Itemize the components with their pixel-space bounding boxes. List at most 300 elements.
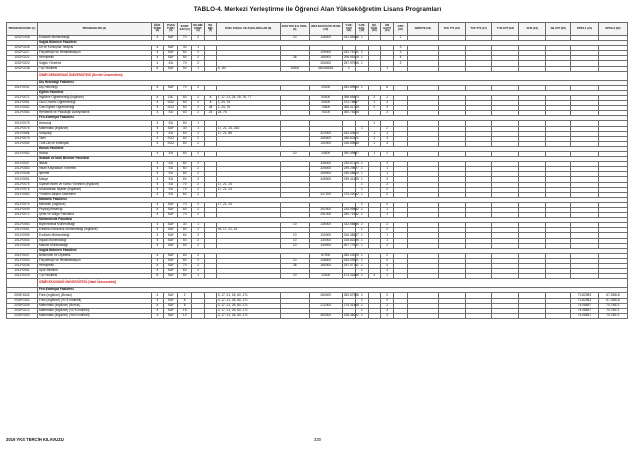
table-cell: 4 bbox=[151, 308, 163, 313]
table-cell: EA bbox=[164, 111, 178, 116]
program-name: Mimarlık (İngilizce) bbox=[37, 202, 151, 207]
table-cell bbox=[394, 313, 407, 318]
table-cell: 17, 21, 24 bbox=[216, 182, 280, 187]
table-cell: 74.08557 bbox=[571, 308, 599, 313]
program-name: Elektrik-Elektronik Mühendisliği (İngilizce) bbox=[37, 228, 151, 233]
table-cell: 1 bbox=[356, 269, 368, 274]
table-cell: 316.62255 bbox=[343, 237, 359, 242]
program-name: Fizyoterapi ve Rehabilitasyon bbox=[37, 258, 151, 263]
table-cell bbox=[492, 313, 519, 318]
table-cell: SAY bbox=[164, 126, 178, 131]
table-cell: 1 bbox=[356, 208, 368, 213]
table-cell: 4 bbox=[151, 253, 163, 258]
table-cell: 3 bbox=[380, 313, 393, 318]
table-cell: 253.43670 bbox=[343, 130, 359, 135]
table-cell: SAY bbox=[164, 274, 178, 279]
program-code: 1011*0072 bbox=[7, 213, 38, 218]
program-code: 1032*0227 bbox=[7, 51, 38, 56]
table-cell: 2 bbox=[191, 243, 204, 248]
column-header: 2018 YKS ILK YERL. (9) bbox=[280, 23, 309, 36]
table-cell: 17, 21, 24, 24D bbox=[216, 126, 280, 131]
table-cell: 363000 bbox=[309, 313, 342, 318]
table-cell: 1 bbox=[356, 162, 368, 167]
table-cell: 80 bbox=[178, 172, 191, 177]
table-cell: 70 bbox=[178, 85, 191, 90]
table-cell: 2 bbox=[191, 151, 204, 156]
table-cell: 2 bbox=[380, 126, 393, 131]
table-cell: EA bbox=[164, 121, 178, 126]
table-cell: 3 bbox=[380, 308, 393, 313]
table-cell: 60 bbox=[178, 233, 191, 238]
table-cell: 4 bbox=[151, 298, 163, 303]
program-name: Diş Hekimliği bbox=[37, 85, 151, 90]
program-code: 1011*0048 bbox=[7, 172, 38, 177]
table-cell: SAY bbox=[164, 269, 178, 274]
table-cell: 10500 bbox=[280, 66, 309, 71]
table-cell: 4 bbox=[151, 167, 163, 172]
table-cell: 70 bbox=[178, 264, 191, 269]
program-code: 1011*0049 bbox=[7, 208, 38, 213]
table-cell: 1 bbox=[356, 51, 368, 56]
program-name: Uluslararası İlişkiler (İngilizce) bbox=[37, 187, 151, 192]
program-name: Arkeoloji bbox=[37, 121, 151, 126]
faculty-name: Eğitim Fakültesi bbox=[37, 90, 627, 95]
table-cell: 10 bbox=[280, 243, 309, 248]
table-cell: 3 bbox=[394, 61, 407, 66]
program-code: 1011*0062 bbox=[7, 151, 38, 156]
program-name: İngilizce Öğretmenliği (İngilizce) bbox=[37, 95, 151, 100]
table-cell: 2 bbox=[380, 293, 393, 298]
table-cell: 4 bbox=[151, 101, 163, 106]
program-name: Fizik (İngilizce) (%75 İndirimli) bbox=[37, 298, 151, 303]
table-cell: 4 bbox=[151, 258, 163, 263]
table-cell: 70 bbox=[178, 187, 191, 192]
table-cell: SAY bbox=[164, 66, 178, 71]
faculty-name: Sağlık Bilimleri Fakültesi bbox=[37, 41, 627, 46]
table-cell: SAY bbox=[164, 313, 178, 318]
table-row bbox=[7, 313, 628, 318]
program-code: 2035*1532 bbox=[7, 293, 38, 298]
table-cell: 2 bbox=[380, 151, 393, 156]
table-cell: 87900 bbox=[309, 253, 342, 258]
program-name: İşletme bbox=[37, 172, 151, 177]
table-cell: 6 bbox=[151, 66, 163, 71]
table-cell: 24, 76 bbox=[216, 111, 280, 116]
faculty-name: Fen-Edebiyat Fakültesi bbox=[37, 116, 627, 121]
table-cell: 4 bbox=[151, 131, 163, 136]
table-cell: 60 bbox=[178, 111, 191, 116]
table-cell: 4 bbox=[151, 264, 163, 269]
faculty-name: Sağlık Bilimleri Fakültesi bbox=[37, 248, 627, 253]
table-cell bbox=[191, 313, 204, 318]
program-name: Beslenme ve Diyetetik bbox=[37, 253, 151, 258]
program-code: 1032*0222 bbox=[7, 61, 38, 66]
table-cell: 4 bbox=[151, 233, 163, 238]
table-cell: 2 bbox=[380, 258, 393, 263]
table-cell: 1 bbox=[356, 313, 368, 318]
program-code: 1011*0051 bbox=[7, 101, 38, 106]
table-cell: 1 bbox=[356, 56, 368, 61]
column-header: OK. BİR. (7) bbox=[205, 23, 216, 36]
table-cell: 4 bbox=[151, 126, 163, 131]
table-cell: 1 bbox=[356, 187, 368, 192]
program-code: 1011*0074 bbox=[7, 202, 38, 207]
table-cell: 1 bbox=[191, 274, 204, 279]
table-cell: EA bbox=[164, 192, 178, 197]
program-code: 1011*0051 bbox=[7, 177, 38, 182]
table-cell: SAY bbox=[164, 303, 178, 308]
table-body bbox=[7, 36, 628, 319]
table-cell: 10 bbox=[280, 274, 309, 279]
table-cell: 4 bbox=[151, 228, 163, 233]
table-cell: 4 bbox=[151, 36, 163, 41]
column-header: DİL ÖĞR. (13) bbox=[368, 23, 380, 36]
table-cell: 1 bbox=[380, 167, 393, 172]
page-title: TABLO-4. Merkezi Yerleştirme ile Öğrenci Alan Yükseköğretim Lisans Programları bbox=[193, 6, 442, 13]
table-cell: 4 bbox=[151, 208, 163, 213]
table-cell: 60 bbox=[178, 238, 191, 243]
table-cell: 1 bbox=[356, 253, 368, 258]
table-cell: 396.65573 bbox=[343, 95, 359, 100]
table-cell: 2 bbox=[191, 192, 204, 197]
table-cell: 2 bbox=[380, 95, 393, 100]
table-cell: 70.75571 bbox=[598, 308, 627, 313]
table-cell: 1 bbox=[191, 46, 204, 51]
column-header: KPSS-2 (22) bbox=[598, 23, 627, 36]
table-cell: 60 bbox=[178, 106, 191, 111]
table-cell: 8 bbox=[178, 298, 191, 303]
table-cell: 60 bbox=[178, 151, 191, 156]
table-cell bbox=[7, 279, 38, 288]
table-cell: 250.71952 bbox=[343, 212, 359, 217]
table-cell: 313.98885 bbox=[343, 222, 359, 227]
table-cell: 390.49857 bbox=[343, 151, 359, 156]
table-cell: 4 bbox=[151, 141, 163, 146]
program-name: Hukuk bbox=[37, 151, 151, 156]
program-name: Okul Öncesi Öğretmenliği bbox=[37, 101, 151, 106]
program-name: Matematik (İngilizce) (%50 İndirimli) bbox=[37, 313, 151, 318]
table-cell: 6 bbox=[178, 303, 191, 308]
table-cell: SAY bbox=[164, 36, 178, 41]
table-cell: 1 bbox=[380, 172, 393, 177]
program-code: 1011*0054 bbox=[7, 141, 38, 146]
program-name: İnşaat Mühendisliği bbox=[37, 238, 151, 243]
table-cell: 4 bbox=[151, 172, 163, 177]
table-cell: 354.22075 bbox=[343, 252, 359, 257]
table-cell: 4 bbox=[151, 56, 163, 61]
table-cell: 374.76687 bbox=[343, 100, 359, 105]
table-cell: 4 bbox=[151, 269, 163, 274]
table-cell: 228.36092 bbox=[343, 312, 359, 317]
column-header: ÖZEL KOŞUL VE AÇIKLAMALAR (8) bbox=[216, 23, 280, 36]
program-name: Endüstri Mühendisliği bbox=[37, 233, 151, 238]
table-cell: 60 bbox=[178, 136, 191, 141]
table-cell: 4 bbox=[151, 46, 163, 51]
table-cell: 2 bbox=[380, 253, 393, 258]
table-cell: 10 bbox=[280, 238, 309, 243]
table-cell: 245.08824 bbox=[343, 171, 359, 176]
table-cell: 60 bbox=[178, 208, 191, 213]
table-cell: 4 bbox=[151, 187, 163, 192]
table-cell: 3, 17, 21, 26, 60, 171 bbox=[216, 313, 280, 318]
table-cell: DİL bbox=[164, 95, 178, 100]
table-cell: 2 bbox=[191, 177, 204, 182]
table-cell: 307.77921 bbox=[343, 242, 359, 247]
page-number: 330 bbox=[314, 437, 321, 442]
table-cell: 2 bbox=[191, 167, 204, 172]
table-cell: 302000 bbox=[309, 208, 342, 213]
program-name: Tarih bbox=[37, 136, 151, 141]
table-cell: 4 bbox=[151, 121, 163, 126]
faculty-name: İktisadi ve İdari Bilimler Fakültesi bbox=[37, 157, 627, 162]
table-cell: 2 bbox=[191, 56, 204, 61]
program-code: 1011*0075 bbox=[7, 121, 38, 126]
program-code: 1011*0075 bbox=[7, 182, 38, 187]
table-cell: 2 bbox=[191, 141, 204, 146]
faculty-name: Mimarlık Fakültesi bbox=[37, 197, 627, 202]
program-code: 1011*0036 bbox=[7, 264, 38, 269]
table-cell: 284000 bbox=[309, 293, 342, 298]
table-cell: 2 bbox=[191, 238, 204, 243]
table-cell: 2 bbox=[380, 202, 393, 207]
table-cell: 73.82983 bbox=[571, 298, 599, 303]
table-cell: 1 bbox=[356, 85, 368, 90]
table-cell: 2 bbox=[380, 187, 393, 192]
table-cell: 239.41429 bbox=[343, 176, 359, 181]
table-cell: EA bbox=[164, 131, 178, 136]
table-cell: 1 bbox=[356, 233, 368, 238]
table-cell bbox=[368, 313, 380, 318]
table-cell: 2 bbox=[191, 131, 204, 136]
table-cell: 239.67175 bbox=[343, 161, 359, 166]
program-code: 1011*0063 bbox=[7, 223, 38, 228]
table-cell: 4 bbox=[151, 111, 163, 116]
table-cell: 16 bbox=[178, 308, 191, 313]
faculty-name: Mühendislik Fakültesi bbox=[37, 218, 627, 223]
table-cell: 70 bbox=[178, 202, 191, 207]
table-cell: 3, 17, 21, 26, 60, 171 bbox=[216, 303, 280, 308]
program-name: Hemşirelik bbox=[37, 56, 151, 61]
program-code: 1011*0063 bbox=[7, 167, 38, 172]
table-cell: 366.41766 bbox=[343, 105, 359, 110]
table-cell: 5 bbox=[151, 85, 163, 90]
table-cell: 1 bbox=[356, 167, 368, 172]
table-cell: 40 bbox=[178, 46, 191, 51]
table-cell: 4 bbox=[151, 243, 163, 248]
table-cell: 350.75268 bbox=[343, 110, 359, 115]
table-cell: 453.89964 bbox=[343, 84, 359, 89]
program-name: Dil ve Konuşma Terapisi bbox=[37, 46, 151, 51]
table-cell: 2 bbox=[380, 162, 393, 167]
table-cell: 4 bbox=[151, 182, 163, 187]
table-cell: 4 bbox=[151, 313, 163, 318]
table-cell: SAY bbox=[164, 308, 178, 313]
table-cell: 1 bbox=[368, 101, 380, 106]
table-cell: 1 bbox=[356, 126, 368, 131]
table-cell: 5, 167 bbox=[216, 66, 280, 71]
table-cell: 4 bbox=[151, 303, 163, 308]
program-code: 1032*0226 bbox=[7, 46, 38, 51]
table-cell: 2 bbox=[191, 258, 204, 263]
table-cell: 70 bbox=[178, 213, 191, 218]
table-cell bbox=[465, 313, 492, 318]
table-cell: 2 bbox=[178, 293, 191, 298]
table-cell: 17, 21, 24 bbox=[216, 202, 280, 207]
table-cell: 4 bbox=[151, 106, 163, 111]
table-cell: 60 bbox=[178, 253, 191, 258]
table-cell: EA bbox=[164, 151, 178, 156]
table-cell: SAY bbox=[164, 85, 178, 90]
table-cell: 260000 bbox=[309, 61, 342, 66]
program-name: İnsan Kaynakları Yönetimi bbox=[37, 167, 151, 172]
table-cell: 60 bbox=[178, 95, 191, 100]
table-cell: 1 bbox=[368, 131, 380, 136]
table-cell: SAY bbox=[164, 46, 178, 51]
program-code: 1032*0108 bbox=[7, 36, 38, 41]
table-cell: 291000 bbox=[309, 213, 342, 218]
footer-guide-title: 2019 YKS TERCİH KILAVUZU bbox=[6, 437, 64, 442]
column-header: TUS TT1 (16) bbox=[438, 23, 465, 36]
table-cell: 60 bbox=[178, 131, 191, 136]
program-name: Fizik (İngilizce) (Burslu) bbox=[37, 293, 151, 298]
table-cell: 70 bbox=[178, 61, 191, 66]
table-cell: 74.08557 bbox=[571, 313, 599, 318]
table-cell: 2 bbox=[380, 228, 393, 233]
column-header: TUS TT2 (17) bbox=[465, 23, 492, 36]
table-cell: 3 bbox=[380, 141, 393, 146]
table-cell: 2 bbox=[380, 269, 393, 274]
table-cell: 60 bbox=[178, 192, 191, 197]
table-cell: 70.75571 bbox=[598, 313, 627, 318]
program-name: Tıp Fakültesi bbox=[37, 274, 151, 279]
table-cell: 10 bbox=[280, 36, 309, 41]
table-cell: SAY bbox=[164, 51, 178, 56]
program-name: Yönetim Bilişim Sistemleri bbox=[37, 192, 151, 197]
table-cell: 1 bbox=[356, 213, 368, 218]
table-cell: 16, 17, 21, 24 bbox=[216, 228, 280, 233]
table-cell: SÖZ bbox=[164, 141, 178, 146]
table-cell: 28 bbox=[205, 106, 216, 111]
table-cell: 4 bbox=[380, 264, 393, 269]
table-cell: 2 bbox=[191, 208, 204, 213]
table-cell: 1 bbox=[356, 192, 368, 197]
table-cell: 4 bbox=[151, 61, 163, 66]
program-name: Makine Mühendisliği bbox=[37, 243, 151, 248]
column-header: DUS (19) bbox=[519, 23, 546, 36]
table-cell: 10 bbox=[178, 313, 191, 318]
table-cell: SAY bbox=[164, 228, 178, 233]
table-cell: 4 bbox=[151, 202, 163, 207]
table-cell: 1 bbox=[356, 172, 368, 177]
table-cell: 2 bbox=[380, 106, 393, 111]
table-cell bbox=[438, 313, 465, 318]
table-cell: 2 bbox=[191, 213, 204, 218]
table-cell: 70 bbox=[178, 182, 191, 187]
table-cell: 6 bbox=[380, 85, 393, 90]
table-cell: 2 bbox=[191, 61, 204, 66]
table-cell: EA bbox=[164, 167, 178, 172]
university-name: İZMİR EKONOMİ ÜNİVERSİTESİ (Vakıf Üniversitesi) bbox=[37, 279, 627, 288]
table-cell: 4 bbox=[151, 162, 163, 167]
table-cell: 286.62421 bbox=[343, 135, 359, 140]
university-name: İZMİR DEMOKRASİ ÜNİVERSİTESİ (Devlet Üniversitesi) bbox=[37, 71, 627, 80]
table-cell: 1 bbox=[356, 228, 368, 233]
table-cell: 4 bbox=[151, 192, 163, 197]
table-cell: 140300 bbox=[309, 141, 342, 146]
column-header: ÖĞR. SÜRE (3) bbox=[151, 23, 163, 36]
table-cell: 345000 bbox=[309, 162, 342, 167]
table-cell: 423000 bbox=[309, 131, 342, 136]
table-cell: 269000 bbox=[309, 172, 342, 177]
table-cell: 50 bbox=[178, 274, 191, 279]
table-cell: 1 bbox=[356, 308, 368, 313]
table-cell: 60 bbox=[178, 167, 191, 172]
table-cell: 2 bbox=[191, 202, 204, 207]
program-name: Şehir ve Bölge Planlama bbox=[37, 213, 151, 218]
table-cell: 74.08557 bbox=[571, 303, 599, 308]
table-cell: 1, 24, 76 bbox=[216, 101, 280, 106]
program-code: 1011*0219 bbox=[7, 274, 38, 279]
program-table bbox=[6, 22, 628, 319]
table-cell: 2 bbox=[191, 95, 204, 100]
table-cell: 2 bbox=[380, 223, 393, 228]
table-cell: SAY bbox=[164, 298, 178, 303]
column-header: KONT. SAYI (5) bbox=[178, 23, 191, 36]
table-cell: 3, 17, 21, 26, 60, 171 bbox=[216, 298, 280, 303]
table-cell: 75200 bbox=[309, 111, 342, 116]
table-cell bbox=[205, 313, 216, 318]
table-cell: 2 bbox=[380, 192, 393, 197]
table-cell: 316.38327 bbox=[343, 232, 359, 237]
table-cell: 67.25818 bbox=[598, 293, 627, 298]
column-header: ÖN KAYIT (14) bbox=[380, 23, 393, 36]
table-cell: 1 bbox=[356, 177, 368, 182]
table-cell: 1 bbox=[356, 61, 368, 66]
table-cell: 2 bbox=[191, 106, 204, 111]
table-cell: 60 bbox=[178, 177, 191, 182]
program-code: 1011*0086 bbox=[7, 131, 38, 136]
table-cell bbox=[519, 313, 546, 318]
column-header: 2018 EN KÜÇÜK PUAN (10) bbox=[309, 23, 342, 36]
table-cell: 2 bbox=[191, 111, 204, 116]
program-code: 1011*0071 bbox=[7, 95, 38, 100]
table-cell: 3 bbox=[394, 46, 407, 51]
table-cell: 17, 21, 24 bbox=[216, 187, 280, 192]
table-cell: 1 bbox=[380, 213, 393, 218]
program-code: 1011*0053 bbox=[7, 258, 38, 263]
faculty-name: Fen-Edebiyat Fakültesi bbox=[37, 288, 627, 293]
table-cell: 1 bbox=[380, 238, 393, 243]
table-cell: 25300 bbox=[309, 101, 342, 106]
table-cell: 317200 bbox=[309, 192, 342, 197]
program-name: Türk Dili ve Edebiyatı bbox=[37, 141, 151, 146]
table-cell: 3 bbox=[380, 101, 393, 106]
table-cell: 1 bbox=[368, 151, 380, 156]
table-cell: SAY bbox=[164, 233, 178, 238]
table-cell: 2 bbox=[191, 253, 204, 258]
program-code: 2035*0152 bbox=[7, 298, 38, 303]
program-name: İktisat bbox=[37, 162, 151, 167]
table-cell: 1, 17, 21, 24, 26, 76, 77 bbox=[216, 95, 280, 100]
table-cell: 2 bbox=[191, 136, 204, 141]
table-cell: 80 bbox=[178, 228, 191, 233]
table-cell: 60 bbox=[178, 56, 191, 61]
table-cell: SÖZ bbox=[164, 106, 178, 111]
table-cell: EA bbox=[164, 61, 178, 66]
table-cell: 3, 17, 21, 26, 60, 171 bbox=[216, 308, 280, 313]
program-name: Peyzaj Mimarlığı bbox=[37, 208, 151, 213]
table-cell: 60 bbox=[178, 269, 191, 274]
